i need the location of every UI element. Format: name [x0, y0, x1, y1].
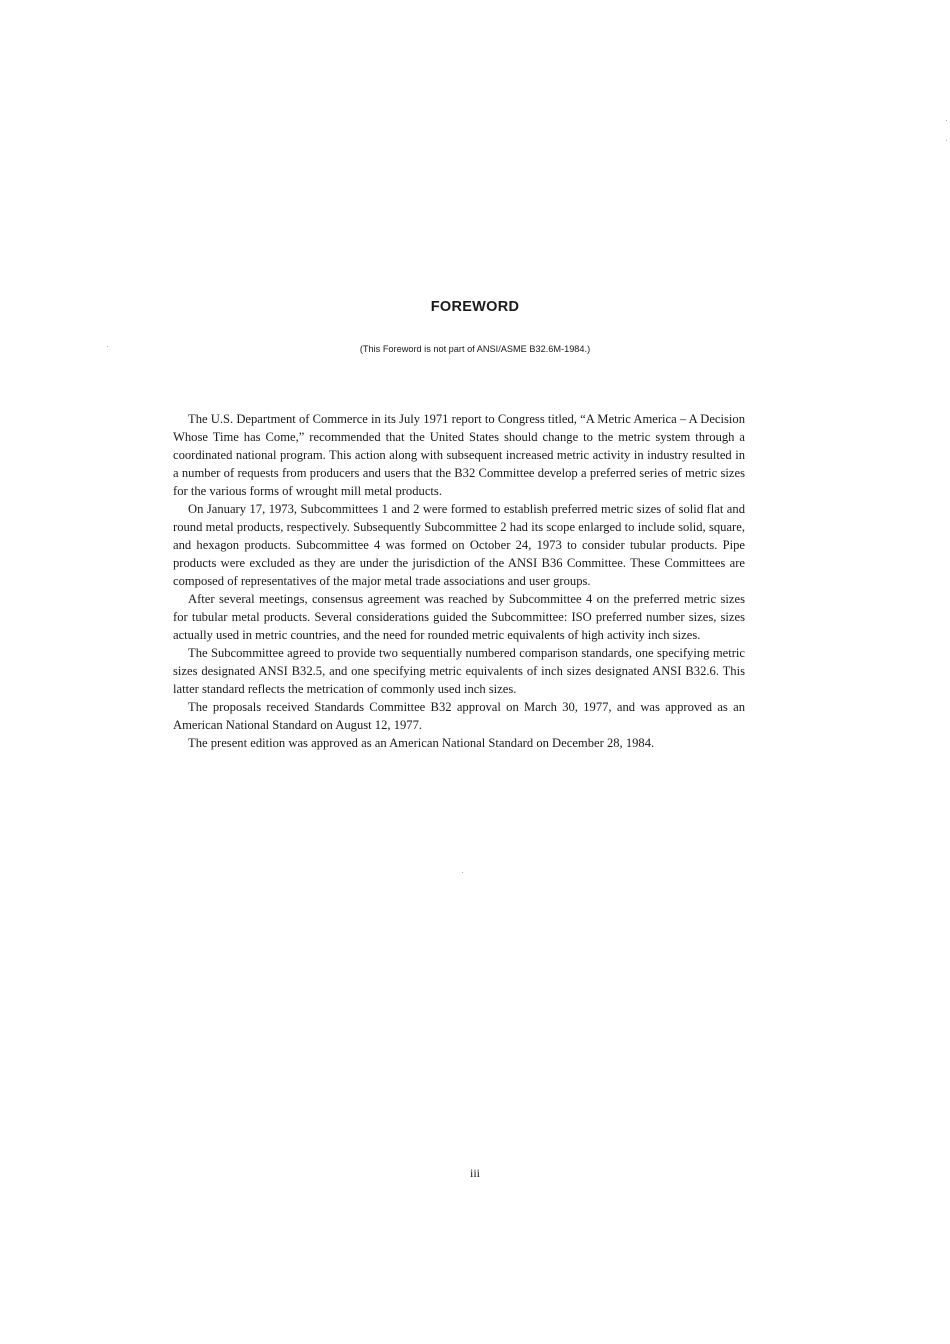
page-title: FOREWORD: [430, 299, 520, 315]
paragraph: The U.S. Department of Commerce in its July 1971 report to Congress titled, “A Metric America – A Decision Whose Time has Come,” recommended that the United States should change to the metric system through a coordinated national program. This action along with subsequent increased metric activity in industry resulted in a number of requests from producers and users that the B32 Committee develop a preferred series of metric sizes for the various forms of wrought mill metal products.: [173, 412, 745, 498]
paragraph: On January 17, 1973, Subcommittees 1 and 2 were formed to establish preferred metric sizes of solid flat and round metal products, respectively. Subsequently Subcommittee 2 had its scope enlarged to include solid, square, and hexagon products. Subcommittee 4 was formed on October 24, 1973 to consider tubular products. Pipe products were excluded as they are under the jurisdiction of the ANSI B36 Committee. These Committees are composed of representatives of the major metal trade associations and user groups.: [173, 502, 745, 588]
paragraph: The Subcommittee agreed to provide two sequentially numbered comparison standards, one specifying metric sizes designated ANSI B32.5, and one specifying metric equivalents of inch sizes designated ANSI B32.6. This latter standard reflects the metrication of commonly used inch sizes.: [173, 646, 745, 696]
paragraph: The present edition was approved as an American National Standard on December 28, 1984.: [188, 736, 655, 750]
paragraph: After several meetings, consensus agreement was reached by Subcommittee 4 on the preferred metric sizes for tubular metal products. Several considerations guided the Subcommittee: ISO preferred number sizes, sizes actually used in metric countries, and the need for rounded metric equivalents of high activity inch sizes.: [173, 592, 745, 642]
foreword-body: [173, 410, 745, 752]
foreword-note: (This Foreword is not part of ANSI/ASME B32.6M-1984.): [359, 344, 591, 354]
paragraph: The proposals received Standards Committee B32 approval on March 30, 1977, and was approved as an American National Standard on August 12, 1977.: [173, 700, 745, 732]
scan-speck: [462, 872, 463, 873]
scan-speck: [946, 140, 947, 141]
scan-speck: [107, 346, 108, 347]
page-number: iii: [469, 1166, 480, 1180]
scan-speck: [946, 120, 947, 121]
